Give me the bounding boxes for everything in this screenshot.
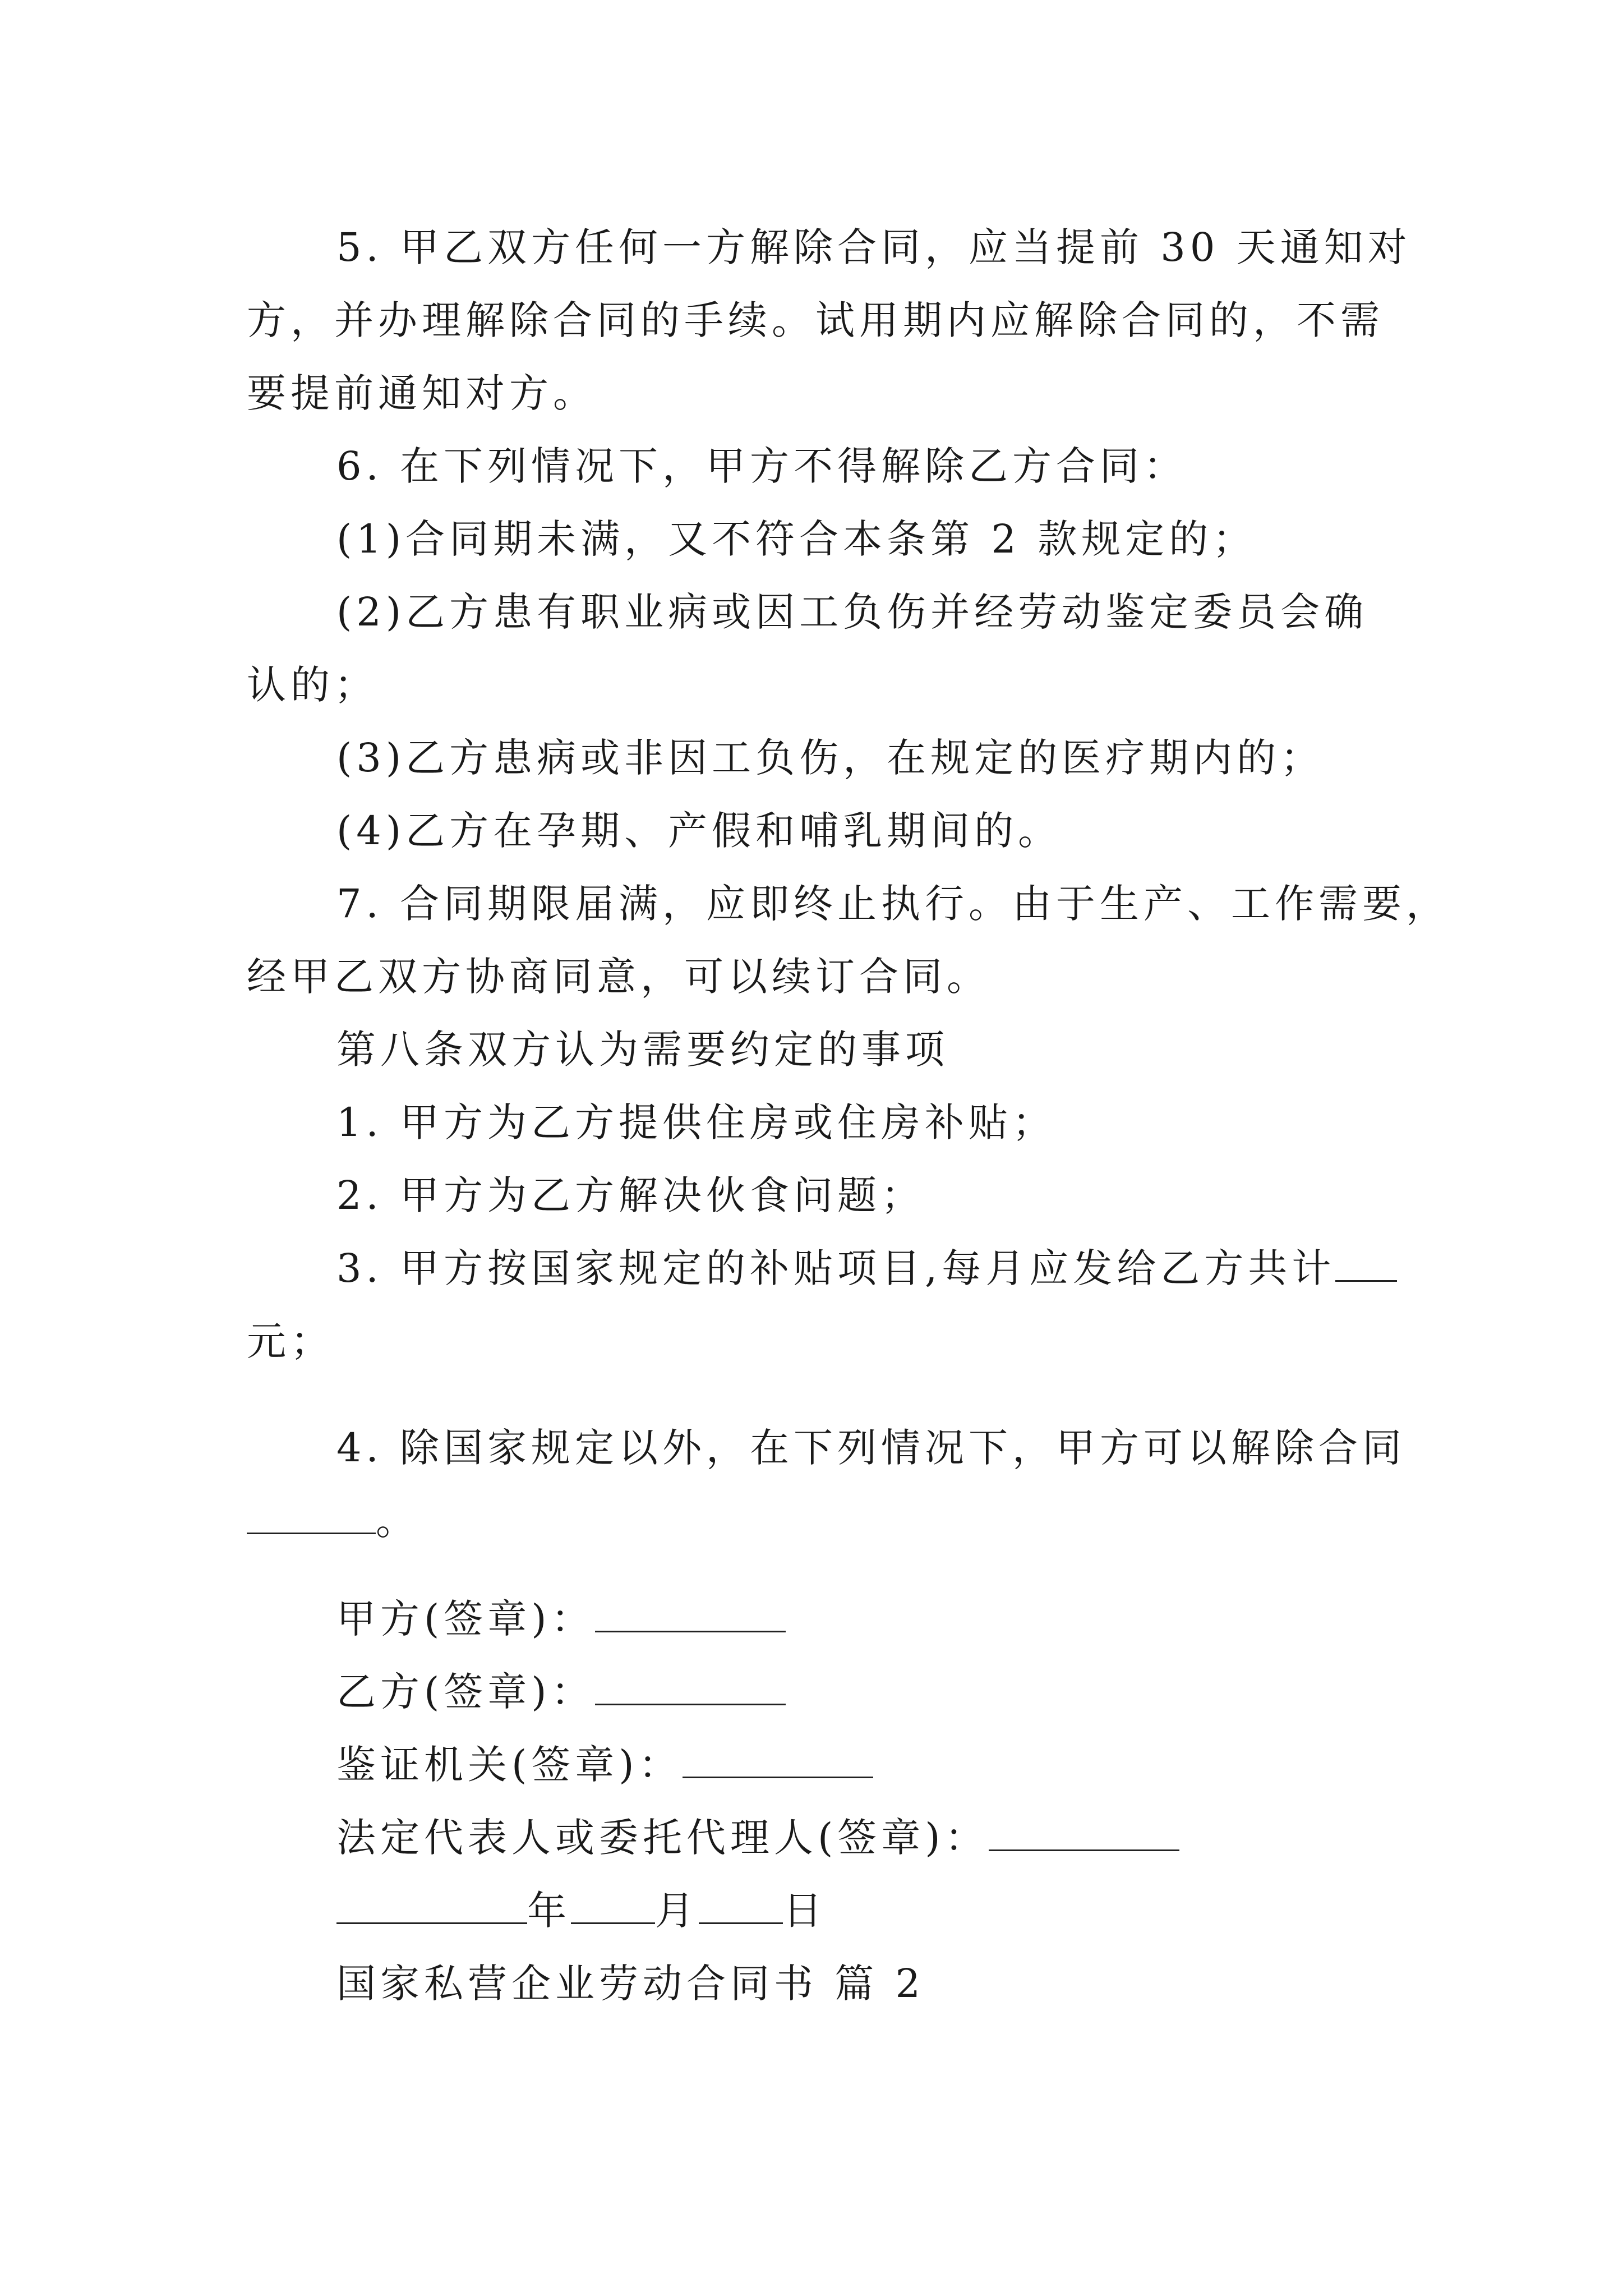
- month-blank: [571, 1885, 655, 1924]
- paragraph-5-line-1: 5. 甲乙双方任何一方解除合同，应当提前 30 天通知对: [336, 224, 1412, 270]
- item-6-1: (1)合同期未满，又不符合本条第 2 款规定的；: [336, 516, 1257, 562]
- article-8-item-3-line-1: 3. 甲方按国家规定的补贴项目,每月应发给乙方共计: [336, 1243, 1397, 1294]
- representative-signature-blank: [989, 1812, 1179, 1851]
- paragraph-5-line-2: 方，并办理解除合同的手续。试用期内应解除合同的，不需: [247, 297, 1384, 343]
- article-8-heading: 第八条双方认为需要约定的事项: [336, 1027, 949, 1073]
- article-8-item-1: 1. 甲方为乙方提供住房或住房补贴；: [336, 1099, 1057, 1145]
- article-8-item-2: 2. 甲方为乙方解决伙食问题；: [336, 1172, 925, 1218]
- item-6-2-line-2: 认的；: [247, 662, 378, 708]
- item-6-2-line-1: (2)乙方患有职业病或因工负伤并经劳动鉴定委员会确: [336, 589, 1368, 635]
- article-8-item-4-line-1: 4. 除国家规定以外，在下列情况下，甲方可以解除合同: [336, 1425, 1407, 1471]
- paragraph-5-line-3: 要提前通知对方。: [247, 370, 597, 416]
- party-a-signature-blank: [595, 1594, 786, 1632]
- authority-signature: 鉴证机关(签章)：: [336, 1739, 873, 1791]
- section-heading: 国家私营企业劳动合同书 篇 2: [336, 1961, 925, 2007]
- paragraph-6: 6. 在下列情况下，甲方不得解除乙方合同：: [336, 443, 1188, 489]
- party-a-signature: 甲方(签章)：: [336, 1593, 786, 1645]
- article-8-item-3-line-2: 元；: [247, 1318, 334, 1364]
- party-b-signature-blank: [595, 1667, 786, 1705]
- day-blank: [699, 1885, 783, 1924]
- authority-signature-blank: [683, 1740, 873, 1778]
- year-blank: [336, 1885, 527, 1924]
- representative-signature: 法定代表人或委托代理人(签章)：: [336, 1812, 1179, 1864]
- date-line: 年 月 日: [336, 1885, 827, 1936]
- amount-blank: [1335, 1243, 1397, 1282]
- termination-blank: [247, 1496, 376, 1534]
- item-6-3: (3)乙方患病或非因工负伤，在规定的医疗期内的；: [336, 735, 1325, 781]
- paragraph-7-line-1: 7. 合同期限届满，应即终止执行。由于生产、工作需要，: [336, 881, 1450, 927]
- item-6-4: (4)乙方在孕期、产假和哺乳期间的。: [336, 808, 1062, 854]
- party-b-signature: 乙方(签章)：: [336, 1666, 786, 1718]
- article-8-item-4-line-2: 。: [247, 1495, 419, 1547]
- paragraph-7-line-2: 经甲乙双方协商同意，可以续订合同。: [247, 954, 990, 1000]
